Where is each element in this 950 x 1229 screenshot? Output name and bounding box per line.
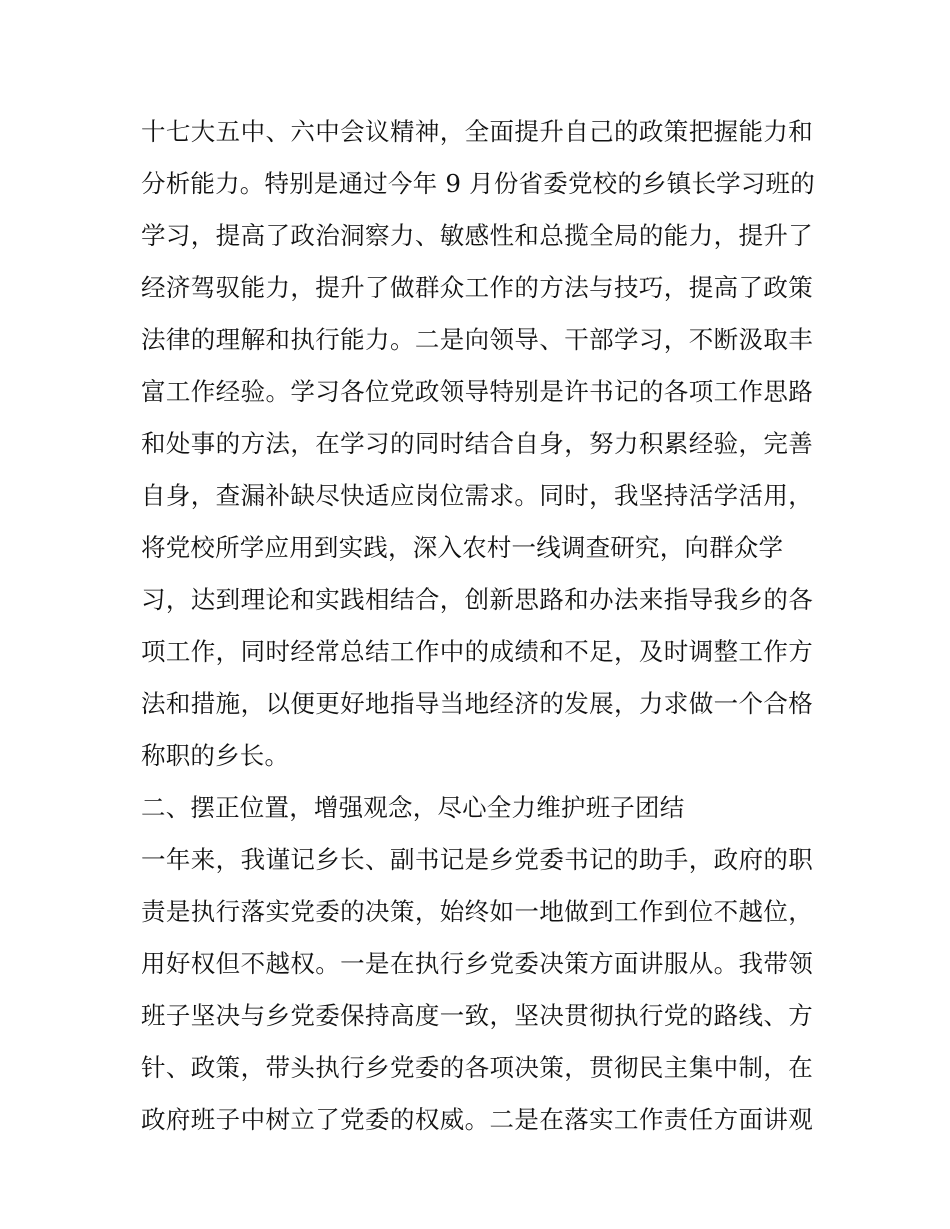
- text-line: 针、政策，带头执行乡党委的各项决策，贯彻民主集中制，在: [141, 1053, 813, 1082]
- text-line: 法律的理解和执行能力。二是向领导、干部学习，不断汲取丰: [141, 325, 813, 354]
- text-line: 一年来，我谨记乡长、副书记是乡党委书记的助手，政府的职: [141, 845, 813, 874]
- text-line: 将党校所学应用到实践，深入农村一线调查研究，向群众学: [141, 533, 784, 562]
- text-line: 项工作，同时经常总结工作中的成绩和不足，及时调整工作方: [141, 637, 813, 666]
- text-line: 政府班子中树立了党委的权威。二是在落实工作责任方面讲观: [141, 1105, 813, 1134]
- text-line: 分析能力。特别是通过今年 9 月份省委党校的乡镇长学习班的: [141, 169, 815, 198]
- text-line: 富工作经验。学习各位党政领导特别是许书记的各项工作思路: [141, 377, 813, 406]
- text-line: 学习，提高了政治洞察力、敏感性和总揽全局的能力，提升了: [141, 221, 813, 250]
- text-line: 习，达到理论和实践相结合，创新思路和办法来指导我乡的各: [141, 585, 813, 614]
- text-line: 和处事的方法，在学习的同时结合自身，努力积累经验，完善: [141, 429, 813, 458]
- text-line: 法和措施，以便更好地指导当地经济的发展，力求做一个合格: [141, 689, 813, 718]
- text-line: 经济驾驭能力，提升了做群众工作的方法与技巧，提高了政策: [141, 273, 813, 302]
- text-line: 称职的乡长。: [141, 741, 290, 770]
- text-line: 班子坚决与乡党委保持高度一致，坚决贯彻执行党的路线、方: [141, 1001, 813, 1030]
- text-line: 自身，查漏补缺尽快适应岗位需求。同时，我坚持活学活用，: [141, 481, 813, 510]
- text-line: 二、摆正位置，增强观念，尽心全力维护班子团结: [141, 793, 685, 822]
- text-line: 十七大五中、六中会议精神，全面提升自己的政策把握能力和: [141, 117, 813, 146]
- body-text: [141, 106, 813, 1146]
- text-line: 用好权但不越权。一是在执行乡党委决策方面讲服从。我带领: [141, 949, 813, 978]
- text-line: 责是执行落实党委的决策，始终如一地做到工作到位不越位，: [141, 897, 813, 926]
